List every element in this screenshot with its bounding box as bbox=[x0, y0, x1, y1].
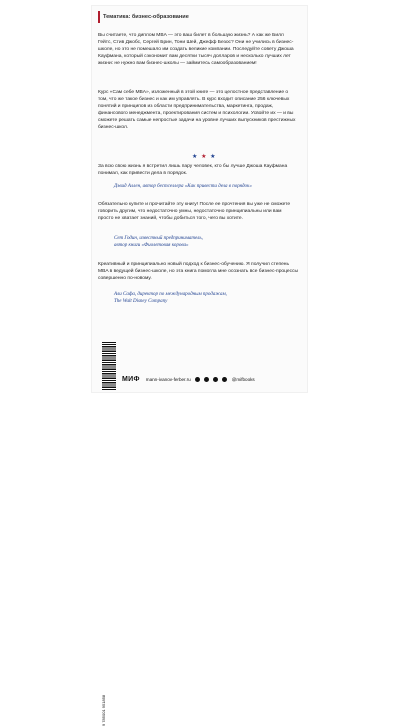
attribution-allen: Дэвид Аллен, автор бестселлера «Как привести дела в порядок» bbox=[114, 184, 252, 189]
book-back-cover bbox=[92, 6, 307, 726]
vk-icon bbox=[204, 377, 209, 382]
publisher-footer bbox=[122, 373, 302, 385]
publisher-handle: @mifbooks bbox=[231, 376, 255, 382]
quote-safa: Креативный и принципиально новый подход к бизнес-обучению. Я получил степень MBA в ведущей бизнес-школе, но эта книга помогла мне осознать все бизнес-процессы совершенно по-новому. bbox=[98, 262, 299, 281]
decorative-stars bbox=[192, 153, 217, 160]
attribution-safa-1: Али Сафа, директор по международным продажам, bbox=[114, 292, 227, 297]
paragraph-intro: Вы считаете, что диплом MBA — это ваш билет в большую жизнь? А как же Билл Гейтс, Стив Джобс, Сергей Брин, Тони Шей, Джефф Безос? Они не учились в бизнес-школе, но это не помешало им создать великие компании. Последуйте совету Джоша Кауфмана, который сэкономит вам десятки тысяч долларов и несколько лучших лет жизни: не нужно вам бизнес-школы — займитесь самообразованием! bbox=[98, 33, 294, 66]
star-icon: ★ bbox=[210, 154, 217, 160]
instagram-icon bbox=[222, 377, 227, 382]
attribution-safa-2: The Walt Disney Company bbox=[114, 299, 168, 304]
star-icon: ★ bbox=[201, 154, 208, 160]
paragraph-course: Курс «Сам себе MBA», изложенный в этой книге — это целостное представление о том, что же такое бизнес и как им управлять. В курс входит описание 256 ключевых понятий и принципов из области предпринимательства, маркетинга, продаж, финансового менеджмента, проектирования систем и психологии. Усвойте их — и вы сможете решать самые непростые задачи на уровне лучших выпускников престижных бизнес-школ. bbox=[98, 90, 296, 130]
star-icon: ★ bbox=[192, 154, 199, 160]
attribution-godin-1: Сет Годин, известный предприниматель, bbox=[114, 236, 203, 241]
quote-allen: За всю свою жизнь я встретил лишь пару человек, кто бы лучше Джоша Кауфмана понимал, как привести дела в порядок. bbox=[98, 164, 288, 176]
isbn-text: 9 785001 951858 bbox=[101, 694, 106, 726]
barcode bbox=[102, 342, 116, 390]
publisher-site: mann-ivanov-ferber.ru bbox=[145, 376, 191, 382]
topic-label: Тематика: бизнес-образование bbox=[98, 11, 233, 23]
publisher-logo: МИФ bbox=[122, 375, 140, 383]
attribution-godin-2: автор книги «Фиолетовая корова» bbox=[114, 243, 189, 248]
quote-godin: Обязательно купите и прочитайте эту книгу! После ее прочтения вы уже не сможете говорить другим, что недостаточно умны, недостаточно принципиальны или вам просто не хватает знаний, чтобы добиться того, чего вы хотите. bbox=[98, 202, 291, 221]
youtube-icon bbox=[195, 377, 200, 382]
telegram-icon bbox=[213, 377, 218, 382]
